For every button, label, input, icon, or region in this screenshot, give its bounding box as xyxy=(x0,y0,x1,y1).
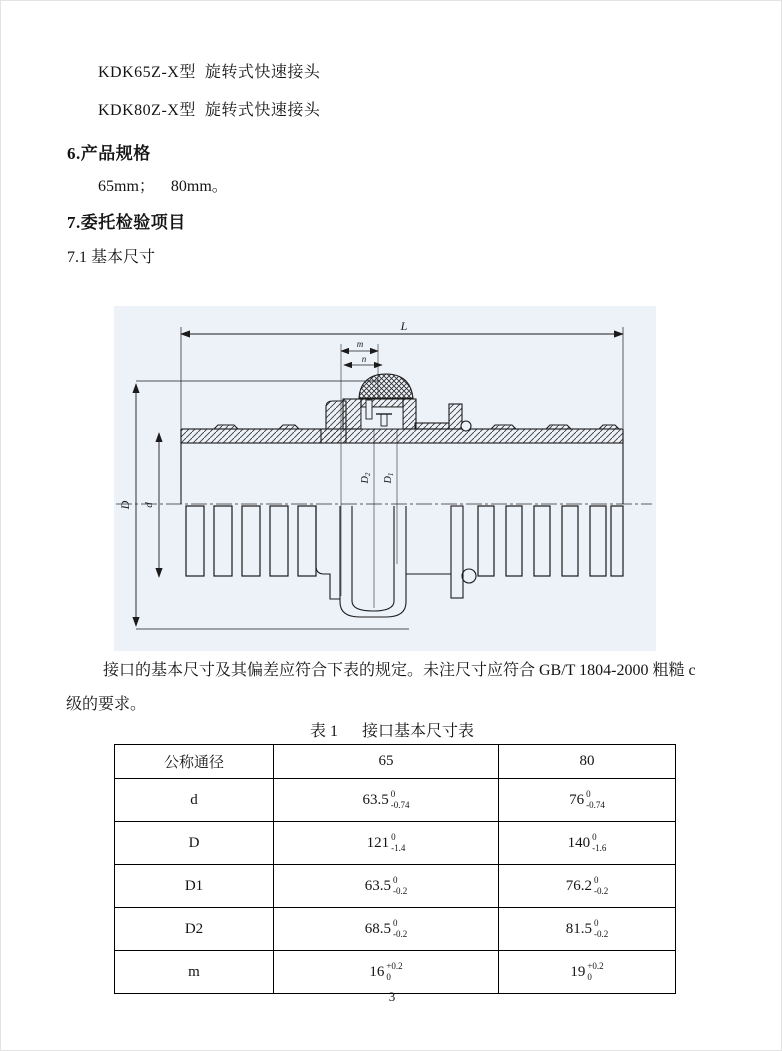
dim-label-n: n xyxy=(361,354,367,364)
table-caption: 表 1 接口基本尺寸表 xyxy=(309,723,474,740)
dimension-value-cell: 76 0 -0.74 xyxy=(499,779,676,822)
section7-sub-heading: 7.1 基本尺寸 xyxy=(67,249,156,266)
dim-label-L: L xyxy=(400,319,408,333)
table-row xyxy=(115,951,676,994)
table-row xyxy=(115,822,676,865)
page-number: 3 xyxy=(388,989,396,1004)
model-line-kdk65: KDK65Z-X型 旋转式快速接头 xyxy=(98,64,321,81)
dimension-value-cell: 76.2 0 -0.2 xyxy=(499,865,676,908)
col-header-80: 80 xyxy=(499,745,676,779)
dimension-value-cell: 68.5 0 -0.2 xyxy=(274,908,499,951)
dimension-table xyxy=(114,744,676,994)
coupling-drawing-panel xyxy=(114,306,656,651)
dim-label-D2: $D_2$ xyxy=(360,472,372,484)
section6-body: 65mm； 80mm。 xyxy=(98,178,228,195)
col-header-nominal-diameter: 公称通径 xyxy=(115,745,274,779)
paragraph-line-2: 级的要求。 xyxy=(66,696,147,713)
dimension-name-cell: D2 xyxy=(115,908,274,951)
paragraph-line-1: 接口的基本尺寸及其偏差应符合下表的规定。未注尺寸应符合 GB/T 1804-2000 粗糙 c xyxy=(103,662,696,679)
dim-label-D: D xyxy=(118,500,132,510)
table-row xyxy=(115,908,676,951)
table-body xyxy=(115,779,676,994)
section6-heading: 6.产品规格 xyxy=(67,144,151,163)
rib-group-left xyxy=(186,506,316,576)
pipe-body xyxy=(181,425,623,504)
dimension-value-cell: 63.5 0 -0.2 xyxy=(274,865,499,908)
section7-heading: 7.委托检验项目 xyxy=(67,213,186,232)
dimension-value-cell: 121 0 -1.4 xyxy=(274,822,499,865)
coupling-technical-drawing xyxy=(114,306,656,651)
dimension-value-cell: 81.5 0 -0.2 xyxy=(499,908,676,951)
dimension-name-cell: d xyxy=(115,779,274,822)
dimension-value-cell: 140 0 -1.6 xyxy=(499,822,676,865)
dimension-name-cell: D xyxy=(115,822,274,865)
col-header-65: 65 xyxy=(274,745,499,779)
dimension-value-cell: 16 +0.2 0 xyxy=(274,951,499,994)
dimension-name-cell: D1 xyxy=(115,865,274,908)
model-line-kdk80: KDK80Z-X型 旋转式快速接头 xyxy=(98,102,321,119)
table-row xyxy=(115,779,676,822)
dim-label-m: m xyxy=(356,339,364,349)
dimension-name-cell: m xyxy=(115,951,274,994)
table-header-row xyxy=(115,745,676,779)
spigot-lower xyxy=(316,506,476,617)
rib-group-right xyxy=(478,506,623,576)
dim-label-d: d xyxy=(143,502,155,508)
dimension-value-cell: 19 +0.2 0 xyxy=(499,951,676,994)
dim-label-D1: $D_1$ xyxy=(383,472,395,484)
table-row xyxy=(115,865,676,908)
dimension-value-cell: 63.5 0 -0.74 xyxy=(274,779,499,822)
